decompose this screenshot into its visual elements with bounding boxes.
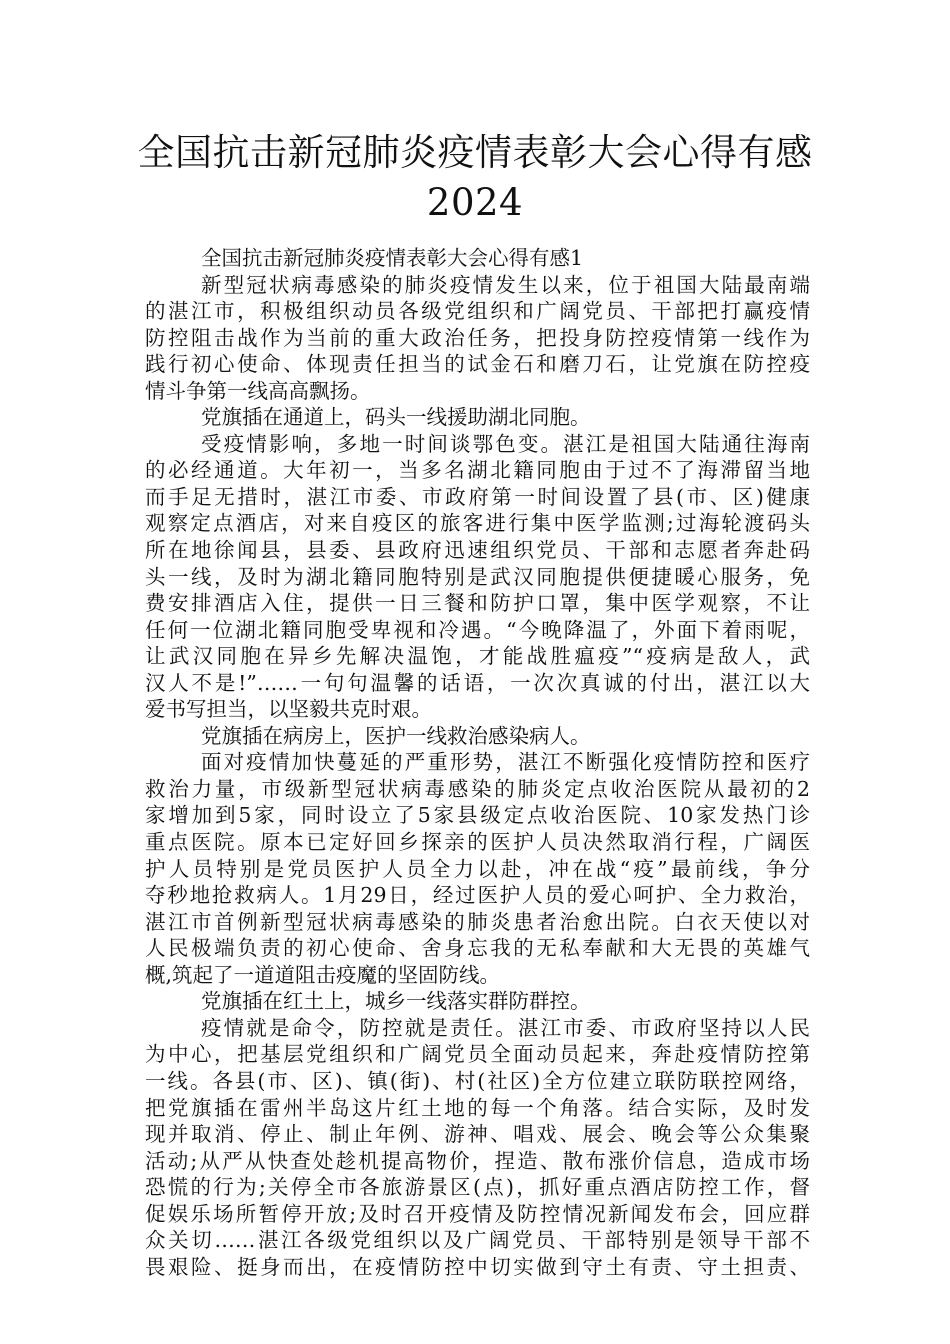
text-line: 让武汉同胞在异乡先解决温饱，才能战胜瘟疫”“疫病是敌人，武 bbox=[145, 644, 810, 669]
text-line: 重点医院。原本已定好回乡探亲的医护人员决然取消行程，广阔医 bbox=[145, 830, 810, 855]
text-line: 费安排酒店入住，提供一日三餐和防护口罩，集中医学观察，不让 bbox=[145, 591, 810, 616]
text-line: 把党旗插在雷州半岛这片红土地的每一个角落。结合实际，及时发 bbox=[145, 1095, 810, 1120]
text-line: 救治力量，市级新型冠状病毒感染的肺炎定点收治医院从最初的2 bbox=[145, 776, 810, 801]
text-line: 头一线，及时为湖北籍同胞特别是武汉同胞提供便捷暖心服务，免 bbox=[145, 564, 810, 589]
text-line: 畏艰险、挺身而出，在疫情防控中切实做到守土有责、守土担责、 bbox=[145, 1254, 810, 1279]
text-line: 党旗插在红土上，城乡一线落实群防群控。 bbox=[201, 989, 591, 1014]
text-line: 人民极端负责的初心使命、舍身忘我的无私奉献和大无畏的英雄气 bbox=[145, 936, 810, 961]
text-line: 护人员特别是党员医护人员全力以赴，冲在战“疫”最前线，争分 bbox=[145, 856, 810, 881]
text-line: 的湛江市，积极组织动员各级党组织和广阔党员、干部把打赢疫情 bbox=[145, 299, 810, 324]
document-body bbox=[145, 245, 810, 1280]
text-line: 现并取消、停止、制止年例、游神、唱戏、展会、晚会等公众集聚 bbox=[145, 1122, 810, 1147]
text-line: 的必经通道。大年初一，当多名湖北籍同胞由于过不了海滞留当地 bbox=[145, 458, 810, 483]
text-line: 新型冠状病毒感染的肺炎疫情发生以来，位于祖国大陆最南端 bbox=[201, 272, 810, 297]
text-line: 而手足无措时，湛江市委、市政府第一时间设置了县(市、区)健康 bbox=[145, 484, 810, 509]
text-line: 所在地徐闻县，县委、县政府迅速组织党员、干部和志愿者奔赴码 bbox=[145, 538, 810, 563]
text-line: 汉人不是!”……一句句温馨的话语，一次次真诚的付出，湛江以大 bbox=[145, 670, 810, 695]
text-line: 湛江市首例新型冠状病毒感染的肺炎患者治愈出院。白衣天使以对 bbox=[145, 909, 810, 934]
text-line: 家增加到5家，同时设立了5家县级定点收治医院、10家发热门诊 bbox=[145, 803, 810, 828]
text-line: 一线。各县(市、区)、镇(街)、村(社区)全方位建立联防联控网络， bbox=[145, 1068, 810, 1093]
text-line: 任何一位湖北籍同胞受卑视和冷遇。“今晚降温了，外面下着雨呢， bbox=[145, 617, 810, 642]
text-line: 情斗争第一线高高飘扬。 bbox=[145, 378, 371, 403]
text-line: 为中心，把基层党组织和广阔党员全面动员起来，奔赴疫情防控第 bbox=[145, 1042, 810, 1067]
text-line: 践行初心使命、体现责任担当的试金石和磨刀石，让党旗在防控疫 bbox=[145, 352, 810, 377]
text-line: 促娱乐场所暂停开放;及时召开疫情及防控情况新闻发布会，回应群 bbox=[145, 1201, 810, 1226]
text-line: 疫情就是命令，防控就是责任。湛江市委、市政府坚持以人民 bbox=[201, 1015, 810, 1040]
text-line: 面对疫情加快蔓延的严重形势，湛江不断强化疫情防控和医疗 bbox=[201, 750, 810, 775]
text-line: 夺秒地抢救病人。1月29日，经过医护人员的爱心呵护、全力救治， bbox=[145, 883, 810, 908]
text-line: 爱书写担当，以坚毅共克时艰。 bbox=[145, 697, 432, 722]
text-line: 观察定点酒店，对来自疫区的旅客进行集中医学监测;过海轮渡码头 bbox=[145, 511, 810, 536]
text-line: 党旗插在病房上，医护一线救治感染病人。 bbox=[201, 723, 591, 748]
document-title-year: 2024 bbox=[426, 181, 524, 224]
text-line: 恐慌的行为;关停全市各旅游景区(点)，抓好重点酒店防控工作，督 bbox=[145, 1175, 810, 1200]
text-line: 全国抗击新冠肺炎疫情表彰大会心得有感1 bbox=[201, 246, 584, 270]
text-line: 活动;从严从快查处趁机提高物价，捏造、散布涨价信息，造成市场 bbox=[145, 1148, 810, 1173]
text-line: 党旗插在通道上，码头一线援助湖北同胞。 bbox=[201, 405, 591, 430]
text-line: 受疫情影响，多地一时间谈鄂色变。湛江是祖国大陆通往海南 bbox=[201, 431, 810, 456]
text-line: 众关切……湛江各级党组织以及广阔党员、干部特别是领导干部不 bbox=[145, 1228, 810, 1253]
document-title: 全国抗击新冠肺炎疫情表彰大会心得有感 bbox=[137, 131, 813, 174]
text-line: 概,筑起了一道道阻击疫魔的坚固防线。 bbox=[145, 962, 501, 987]
text-line: 防控阻击战作为当前的重大政治任务，把投身防控疫情第一线作为 bbox=[145, 325, 810, 350]
